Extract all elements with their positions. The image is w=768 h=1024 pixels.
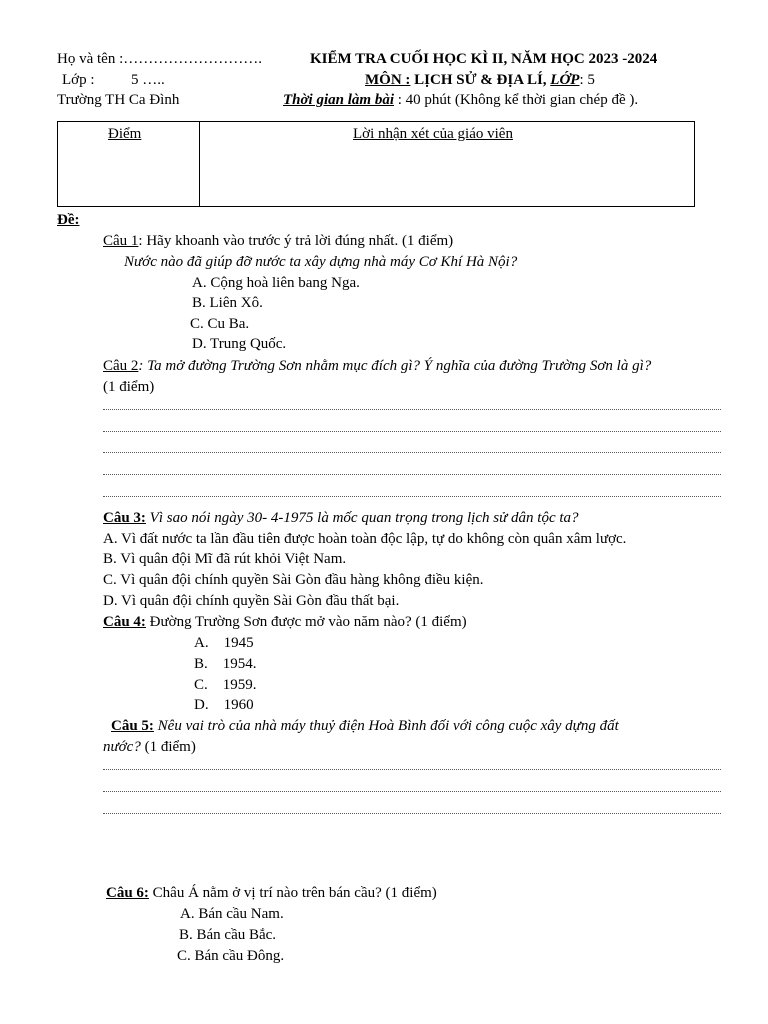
grade-value: : 5: [579, 72, 595, 88]
table-divider: [199, 122, 200, 206]
q1-instruction-line: [103, 232, 453, 250]
answer-line: [103, 474, 721, 475]
q1-option-c: C. Cu Ba.: [190, 316, 250, 332]
exam-title: KIỂM TRA CUỐI HỌC KÌ II, NĂM HỌC 2023 -2024: [310, 51, 658, 67]
exam-time: [283, 91, 638, 109]
q5-question-line2-wrap: [103, 738, 196, 756]
q3-question-line: [103, 509, 579, 527]
subject-line: [365, 71, 595, 89]
subject-label: MÔN :: [365, 72, 411, 88]
q3-option-d: D. Vì quân đội chính quyền Sài Gòn đầu thất bại.: [103, 593, 400, 609]
score-header: Điểm: [108, 126, 142, 142]
q1-option-a: A. Cộng hoà liên bang Nga.: [192, 275, 360, 291]
answer-line: [103, 496, 721, 497]
q1-option-b: B. Liên Xô.: [192, 295, 263, 311]
q5-question-line: [111, 717, 619, 735]
q1-label: Câu 1: [103, 233, 139, 249]
q5-question-line2: nước?: [103, 739, 141, 755]
q6-label: Câu 6:: [106, 885, 149, 901]
q6-option-a: A. Bán cầu Nam.: [180, 906, 284, 922]
q6-option-b: B. Bán cầu Bắc.: [179, 927, 277, 943]
time-label: Thời gian làm bài: [283, 92, 394, 108]
class-value: 5 …..: [131, 72, 165, 88]
q2-question: : Ta mở đường Trường Sơn nhằm mục đích gì? Ý nghĩa của đường Trường Sơn là gì?: [138, 358, 652, 374]
time-value: : 40 phút (Không kể thời gian chép đề ).: [397, 92, 639, 108]
q1-question: Nước nào đã giúp đỡ nước ta xây dựng nhà máy Cơ Khí Hà Nội?: [124, 254, 518, 270]
q6-option-c: C. Bán cầu Đông.: [177, 948, 285, 964]
q4-question-line: [103, 613, 467, 631]
q4-question: Đường Trường Sơn được mở vào năm nào? (1 điểm): [145, 614, 467, 630]
q2-question-line: [103, 357, 651, 375]
q4-label: Câu 4:: [103, 614, 146, 630]
school-name: Trường TH Ca Đình: [57, 92, 180, 108]
q5-points: (1 điểm): [140, 739, 196, 755]
answer-line: [103, 791, 721, 792]
q2-points: (1 điểm): [103, 379, 155, 395]
q4-option-b: B. 1954.: [194, 656, 257, 672]
q4-option-d: D. 1960: [194, 697, 254, 713]
q1-instruction: : Hãy khoanh vào trước ý trả lời đúng nhất. (1 điểm): [138, 233, 454, 249]
answer-line: [103, 452, 721, 453]
de-label: Đề:: [57, 212, 80, 228]
q3-label: Câu 3:: [103, 510, 146, 526]
class-label: Lớp :: [62, 72, 95, 88]
q3-option-a: A. Vì đất nước ta lần đầu tiên được hoàn toàn độc lập, tự do không còn quân xâm lược.: [103, 531, 627, 547]
q6-question-line: [106, 884, 437, 902]
q5-question-line1: Nêu vai trò của nhà máy thuỷ điện Hoà Bình đối với công cuộc xây dựng đất: [153, 718, 619, 734]
score-table: [57, 121, 695, 207]
q6-question: Châu Á nằm ở vị trí nào trên bán cầu? (1 điểm): [148, 885, 437, 901]
q4-option-c: C. 1959.: [194, 677, 257, 693]
grade-label: LỚP: [550, 72, 580, 88]
q3-option-c: C. Vì quân đội chính quyền Sài Gòn đầu hàng không điều kiện.: [103, 572, 484, 588]
q3-option-b: B. Vì quân đội Mĩ đã rút khỏi Việt Nam.: [103, 551, 347, 567]
comment-header: Lời nhận xét của giáo viên: [353, 126, 513, 142]
q5-label: Câu 5:: [111, 718, 154, 734]
answer-line: [103, 431, 721, 432]
answer-line: [103, 813, 721, 814]
answer-line: [103, 769, 721, 770]
q3-question: Vì sao nói ngày 30- 4-1975 là mốc quan trọng trong lịch sử dân tộc ta?: [145, 510, 579, 526]
subject-value: LỊCH SỬ & ĐỊA LÍ,: [414, 72, 547, 88]
q2-label: Câu 2: [103, 358, 139, 374]
student-name-field: Họ và tên :……………………….: [57, 51, 262, 67]
q1-option-d: D. Trung Quốc.: [192, 336, 287, 352]
answer-line: [103, 409, 721, 410]
q4-option-a: A. 1945: [194, 635, 254, 651]
